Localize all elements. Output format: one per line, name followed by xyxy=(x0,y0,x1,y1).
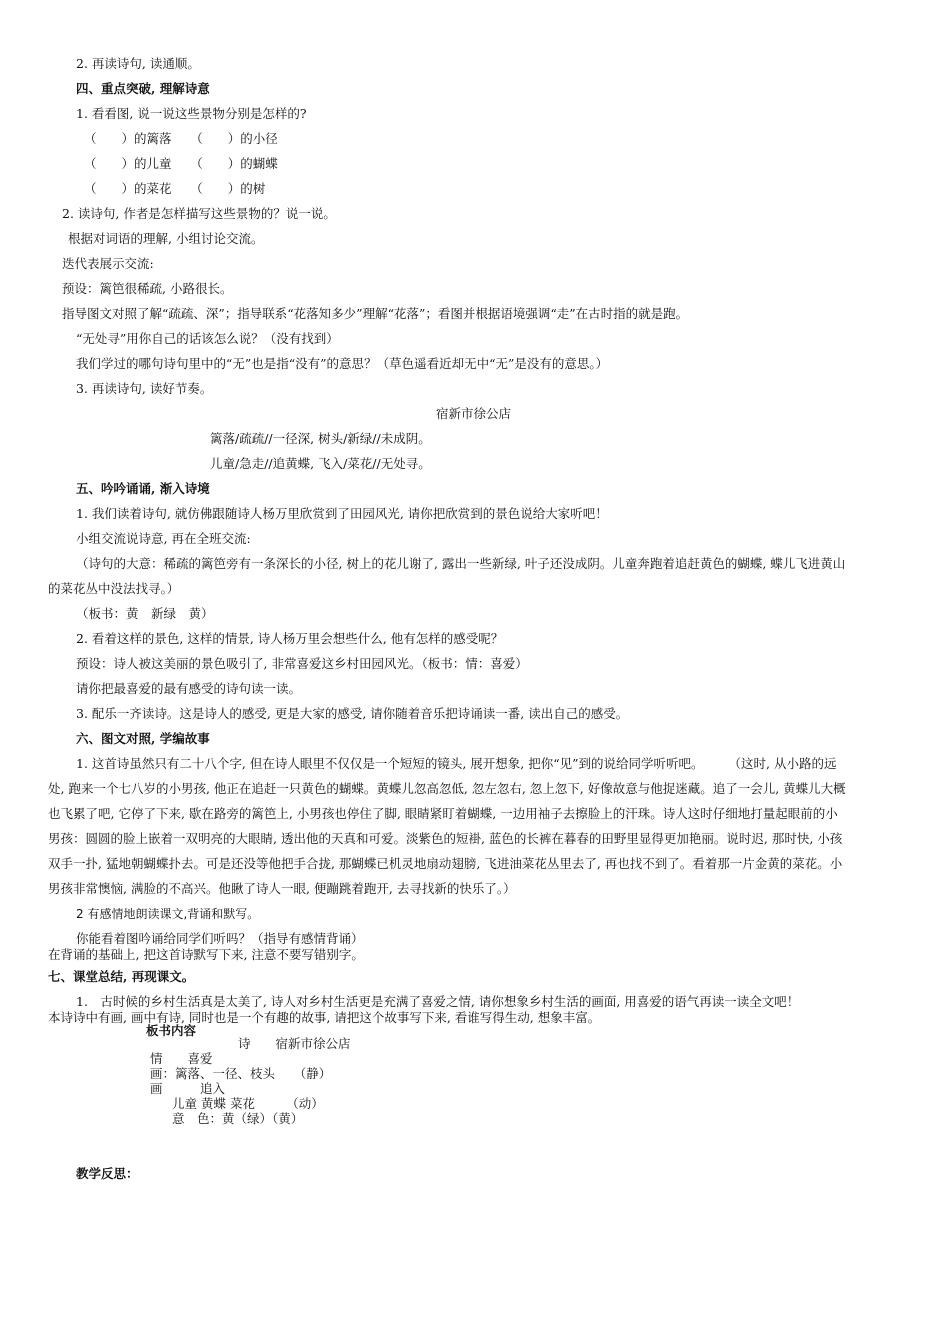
text-line: 我们学过的哪句诗句里中的“无”也是指“没有”的意思？（草色遥看近却无中“无”是没有的意思。） xyxy=(76,356,609,371)
text-line: 在背诵的基础上, 把这首诗默写下来, 注意不要写错别字。 xyxy=(48,947,364,962)
text-line: （诗句的大意：稀疏的篱笆旁有一条深长的小径, 树上的花儿谢了, 露出一些新绿, 叶子还没成阴。儿童奔跑着追赶黄色的蝴蝶, 蝶儿飞进黄山 xyxy=(76,556,846,571)
text-line: 也飞累了吧, 它停了下来, 歇在路旁的篱笆上, 小男孩也停住了脚, 眼睛紧盯着蝴蝶, 一边用袖子去擦脸上的汗珠。诗人这时仔细地打量起眼前的小 xyxy=(48,806,838,821)
section-heading: 七、课堂总结, 再现课文。 xyxy=(48,969,195,984)
text-line: 1. 看看图, 说一说这些景物分别是怎样的? xyxy=(76,106,307,121)
poem-line: 篱落/疏疏//一径深, 树头/新绿//未成阴。 xyxy=(210,431,431,446)
text-line: 你能看着图吟诵给同学们听吗？（指导有感情背诵） xyxy=(76,931,364,946)
text-line: 双手一扑, 猛地朝蝴蝶扑去。可是还没等他把手合拢, 那蝴蝶已机灵地扇动翅膀, 飞进油菜花丛里去了, 再也找不到了。看着那一片金黄的菜花。小 xyxy=(48,856,843,871)
poem-line: 儿童/急走//追黄蝶, 飞入/菜花//无处寻。 xyxy=(210,456,431,471)
text-line: 男孩非常懊恼, 满脸的不高兴。他瞅了诗人一眼, 便蹦跳着跑开, 去寻找新的快乐了。） xyxy=(48,881,516,896)
text-line: 2. 再读诗句, 读通顺。 xyxy=(76,56,200,71)
text-line: 本诗诗中有画, 画中有诗, 同时也是一个有趣的故事, 请把这个故事写下来, 看谁写得生动, 想象丰富。 xyxy=(48,1010,601,1025)
board-line: 画 追入 xyxy=(150,1081,226,1096)
text-line: （ ）的儿童 （ ）的蝴蝶 xyxy=(84,156,278,171)
text-line: 1. 我们读着诗句, 就仿佛跟随诗人杨万里欣赏到了田园风光, 请你把欣赏到的景色说给大家听吧！ xyxy=(76,506,608,521)
section-heading: 四、重点突破, 理解诗意 xyxy=(76,81,210,96)
section-heading: 五、吟吟诵诵, 渐入诗境 xyxy=(76,481,210,496)
text-line: “无处寻”用你自己的话该怎么说？（没有找到） xyxy=(76,331,339,346)
board-line: 意 色：黄（绿）（黄） xyxy=(172,1111,304,1126)
text-line: 男孩：圆圆的脸上嵌着一双明亮的大眼睛, 透出他的天真和可爱。淡紫色的短褂, 蓝色的长裤在暮春的田野里显得更加艳丽。说时迟, 那时快, 小孩 xyxy=(48,831,843,846)
section-heading: 六、图文对照, 学编故事 xyxy=(76,731,210,746)
text-line: 小组交流说诗意, 再在全班交流: xyxy=(76,531,251,546)
board-heading: 板书内容 xyxy=(146,1023,197,1038)
text-line: 根据对词语的理解, 小组讨论交流。 xyxy=(68,231,264,246)
text-line: 的菜花丛中没法找寻。） xyxy=(48,581,180,596)
text-line: 请你把最喜爱的最有感受的诗句读一读。 xyxy=(76,681,302,696)
text-line: 指导图文对照了解“疏疏、深”；指导联系“花落知多少”理解“花落”；看图并根据语境强调“走”在古时指的就是跑。 xyxy=(62,306,689,321)
text-line: 3. 再读诗句, 读好节奏。 xyxy=(76,381,213,396)
board-line: 诗 宿新市徐公店 xyxy=(238,1036,351,1051)
text-line: 1. 古时候的乡村生活真是太美了, 诗人对乡村生活更是充满了喜爱之情, 请你想象乡村生活的画面, 用喜爱的语气再读一读全文吧！ xyxy=(76,994,800,1009)
text-line: 预设：篱笆很稀疏, 小路很长。 xyxy=(62,281,233,296)
text-line: 3. 配乐一齐读诗。这是诗人的感受, 更是大家的感受, 请你随着音乐把诗诵读一番, 读出自己的感受。 xyxy=(76,706,629,721)
text-line: 1. 这首诗虽然只有二十八个字, 但在诗人眼里不仅仅是一个短短的镜头, 展开想象, 把你“见”到的说给同学听听吧。 （这时, 从小路的远 xyxy=(76,756,837,771)
text-line: 2. 看着这样的景色, 这样的情景, 诗人杨万里会想些什么, 他有怎样的感受呢？ xyxy=(76,631,504,646)
text-line: 2. 读诗句, 作者是怎样描写这些景物的？说一说。 xyxy=(62,206,336,221)
poem-title: 宿新市徐公店 xyxy=(436,406,512,421)
text-line: （板书：黄 新绿 黄） xyxy=(76,606,214,621)
reflection-heading: 教学反思： xyxy=(76,1166,139,1181)
board-line: 儿童 黄蝶 菜花 （动） xyxy=(172,1096,324,1111)
text-line: （ ）的篱落 （ ）的小径 xyxy=(84,131,278,146)
board-line: 情 喜爱 xyxy=(150,1051,213,1066)
text-line: 迭代表展示交流: xyxy=(62,256,154,271)
text-line: （ ）的菜花 （ ）的树 xyxy=(84,181,266,196)
board-line: 画：篱落、一径、枝头 （静） xyxy=(150,1066,332,1081)
text-line: 处, 跑来一个七八岁的小男孩, 他正在追赶一只黄色的蝴蝶。黄蝶儿忽高忽低, 忽左忽右, 忽上忽下, 好像故意与他捉迷藏。追了一会儿, 黄蝶儿大概 xyxy=(48,781,846,796)
text-line: 预设：诗人被这美丽的景色吸引了, 非常喜爱这乡村田园风光。（板书：情：喜爱） xyxy=(76,656,528,671)
text-line: 2 有感情地朗读课文,背诵和默写。 xyxy=(76,907,260,921)
